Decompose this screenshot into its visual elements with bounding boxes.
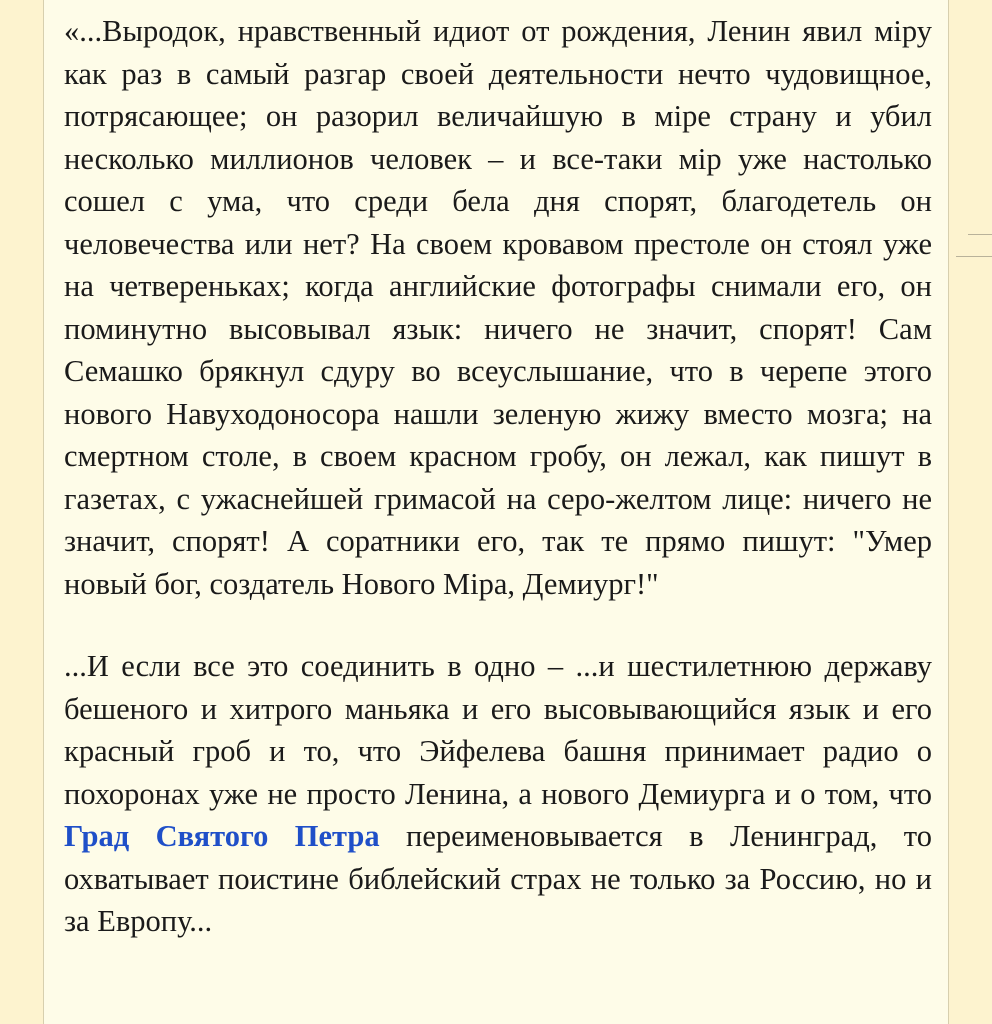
paragraph-2-text-start: ...И если все это соединить в одно – ...и шестилетнюю державу бешеного и хитрого маньяка и его высовывающийся язык и его красный гроб и то, что Эйфелева башня принимает радио о похоронах уже не просто Ленина, а нового Демиурга и о том, что xyxy=(64,649,932,811)
side-divider-short xyxy=(968,234,992,235)
article-content xyxy=(43,0,949,1024)
quote-paragraph-1: «...Выродок, нравственный идиот от рождения, Ленин явил міру как раз в самый разгар своей деятельности нечто чудовищное, потрясающее; он разорил величайшую в міре страну и убил несколько миллионов человек – и все-таки мір уже настолько сошел с ума, что среди бела дня спорят, благодетель он человечества или нет? На своем кровавом престоле он стоял уже на четвереньках; когда английские фотографы снимали его, он поминутно высовывал язык: ничего не значит, спорят! Сам Семашко брякнул сдуру во всеуслышание, что в черепе этого нового Навуходоносора нашли зеленую жижу вместо мозга; на смертном столе, в своем красном гробу, он лежал, как пишут в газетах, с ужаснейшей гримасой на серо-желтом лице: ничего не значит, спорят! А соратники его, так те прямо пишут: "Умер новый бог, создатель Нового Міра, Демиург!" xyxy=(64,14,932,601)
side-divider-long xyxy=(956,256,992,257)
saint-petersburg-link[interactable]: Град Святого Петра xyxy=(64,819,380,853)
quote-paragraph-2 xyxy=(64,645,932,943)
paragraph-2-text-end: переименовывается в Ленинград, то охватывает поистине библейский страх не только за Россию, но и за Европу... xyxy=(64,819,932,938)
